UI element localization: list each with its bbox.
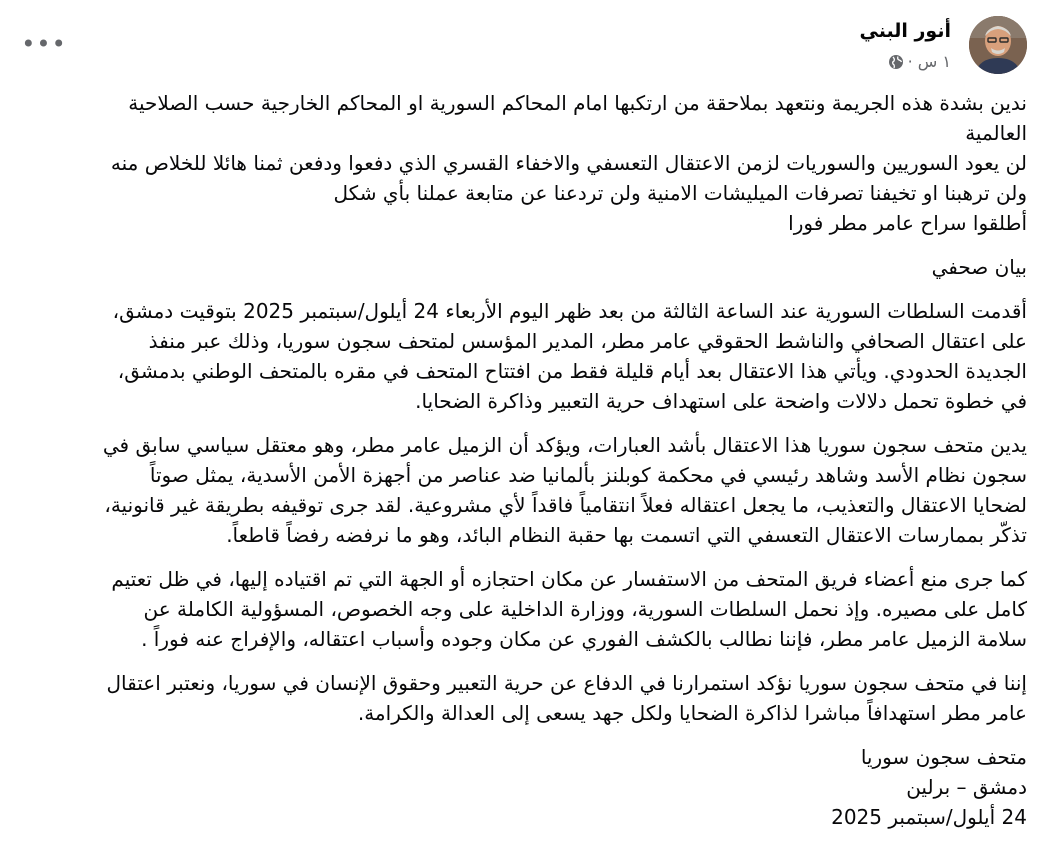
- post-text-line: متحف سجون سوريا: [860, 745, 1027, 769]
- post-text-line: سلامة الزميل عامر مطر، فإننا نطالب بالكشف الفوري عن مكان وجوده وأسباب اعتقاله، والإفراج عنه فوراً .: [141, 627, 1027, 651]
- post-text-line: إننا في متحف سجون سوريا نؤكد استمرارنا في الدفاع عن حرية التعبير وحقوق الإنسان في سوريا، ونعتبر اعتقال: [106, 671, 1027, 695]
- avatar[interactable]: [969, 16, 1027, 74]
- post-text-line: الجديدة الحدودي. ويأتي هذا الاعتقال بعد أيام قليلة فقط من افتتاح المتحف في مقره بالمتحف الوطني بدمشق،: [117, 359, 1027, 383]
- post-text-line: سجون نظام الأسد وشاهد رئيسي في محكمة كوبلنز بألمانيا ضد عناصر من أجهزة الأمن الأسدية، يمثل صوتاً: [149, 463, 1027, 487]
- post-text-line: لن يعود السوريين والسوريات لزمن الاعتقال التعسفي والاخفاء القسري الذي دفعوا ودفعن ثمنا هائلا للخلاص منه: [110, 151, 1027, 175]
- globe-icon[interactable]: [888, 54, 904, 70]
- post-text-line: أقدمت السلطات السورية عند الساعة الثالثة من بعد ظهر اليوم الأربعاء 24 أيلول/سبتمبر 2025 بتوقيت دمشق،: [112, 299, 1027, 323]
- post-paragraph: [17, 742, 1027, 832]
- post-time[interactable]: ١ س ·: [907, 52, 951, 71]
- author-name[interactable]: أنور البني: [859, 20, 951, 42]
- post-meta: [888, 52, 951, 71]
- post-paragraph: [17, 88, 1027, 238]
- post-text-line: في خطوة تحمل دلالات واضحة على استهداف حرية التعبير وذاكرة الضحايا.: [415, 389, 1027, 413]
- post-text-line: كما جرى منع أعضاء فريق المتحف من الاستفسار عن مكان احتجازه أو الجهة التي تم اقتياده إليها، في ظل تعتيم: [111, 567, 1027, 591]
- post-paragraph: [17, 430, 1027, 550]
- avatar-image: [969, 16, 1027, 74]
- post-paragraph: [17, 564, 1027, 654]
- post-text-line: بيان صحفي: [931, 255, 1027, 279]
- post-paragraph: [17, 252, 1027, 282]
- post-text-line: لضحايا الاعتقال والتعذيب، ما يجعل اعتقاله فعلاً انتقامياً فاقداً لأي مشروعية. لقد جرى توقيفه بطريقة غير قانونية،: [104, 493, 1027, 517]
- post-header: [18, 14, 1027, 78]
- post-text-line: عامر مطر استهدافاً مباشرا لذاكرة الضحايا ولكل جهد يسعى إلى العدالة والكرامة.: [357, 701, 1027, 725]
- post-text-line: 24 أيلول/سبتمبر 2025: [831, 805, 1027, 829]
- post-text-line: أطلقوا سراح عامر مطر فورا: [788, 211, 1027, 235]
- post-text-line: كامل على مصيره. وإذ نحمل السلطات السورية، ووزارة الداخلية على وجه الخصوص، المسؤولية الكاملة عن: [143, 597, 1027, 621]
- post-text-line: العالمية: [965, 121, 1027, 145]
- more-options-button[interactable]: [21, 26, 67, 62]
- post-paragraph: [17, 296, 1027, 416]
- post-text-line: ولن ترهبنا او تخيفنا تصرفات الميليشات الامنية ولن تردعنا عن متابعة عملنا بأي شكل: [333, 181, 1027, 205]
- post-text-line: دمشق – برلين: [906, 775, 1027, 799]
- post-text: [17, 88, 1027, 846]
- post-text-line: على اعتقال الصحافي والناشط الحقوقي عامر مطر، المدير المؤسس لمتحف سجون سوريا، وذلك عبر منفذ: [148, 329, 1027, 353]
- post-paragraph: [17, 668, 1027, 728]
- post-text-line: يدين متحف سجون سوريا هذا الاعتقال بأشد العبارات، ويؤكد أن الزميل عامر مطر، وهو معتقل سياسي سابق في: [102, 433, 1027, 457]
- more-options-icon: •••: [21, 30, 67, 58]
- post-text-line: تذكّر بممارسات الاعتقال التعسفي التي اتسمت بها حقبة النظام البائد، وهو ما نرفضه رفضاً قاطعاً.: [226, 523, 1027, 547]
- post-text-line: ندين بشدة هذه الجريمة ونتعهد بملاحقة من ارتكبها امام المحاكم السورية او المحاكم الخارجية حسب الصلاحية: [128, 91, 1027, 115]
